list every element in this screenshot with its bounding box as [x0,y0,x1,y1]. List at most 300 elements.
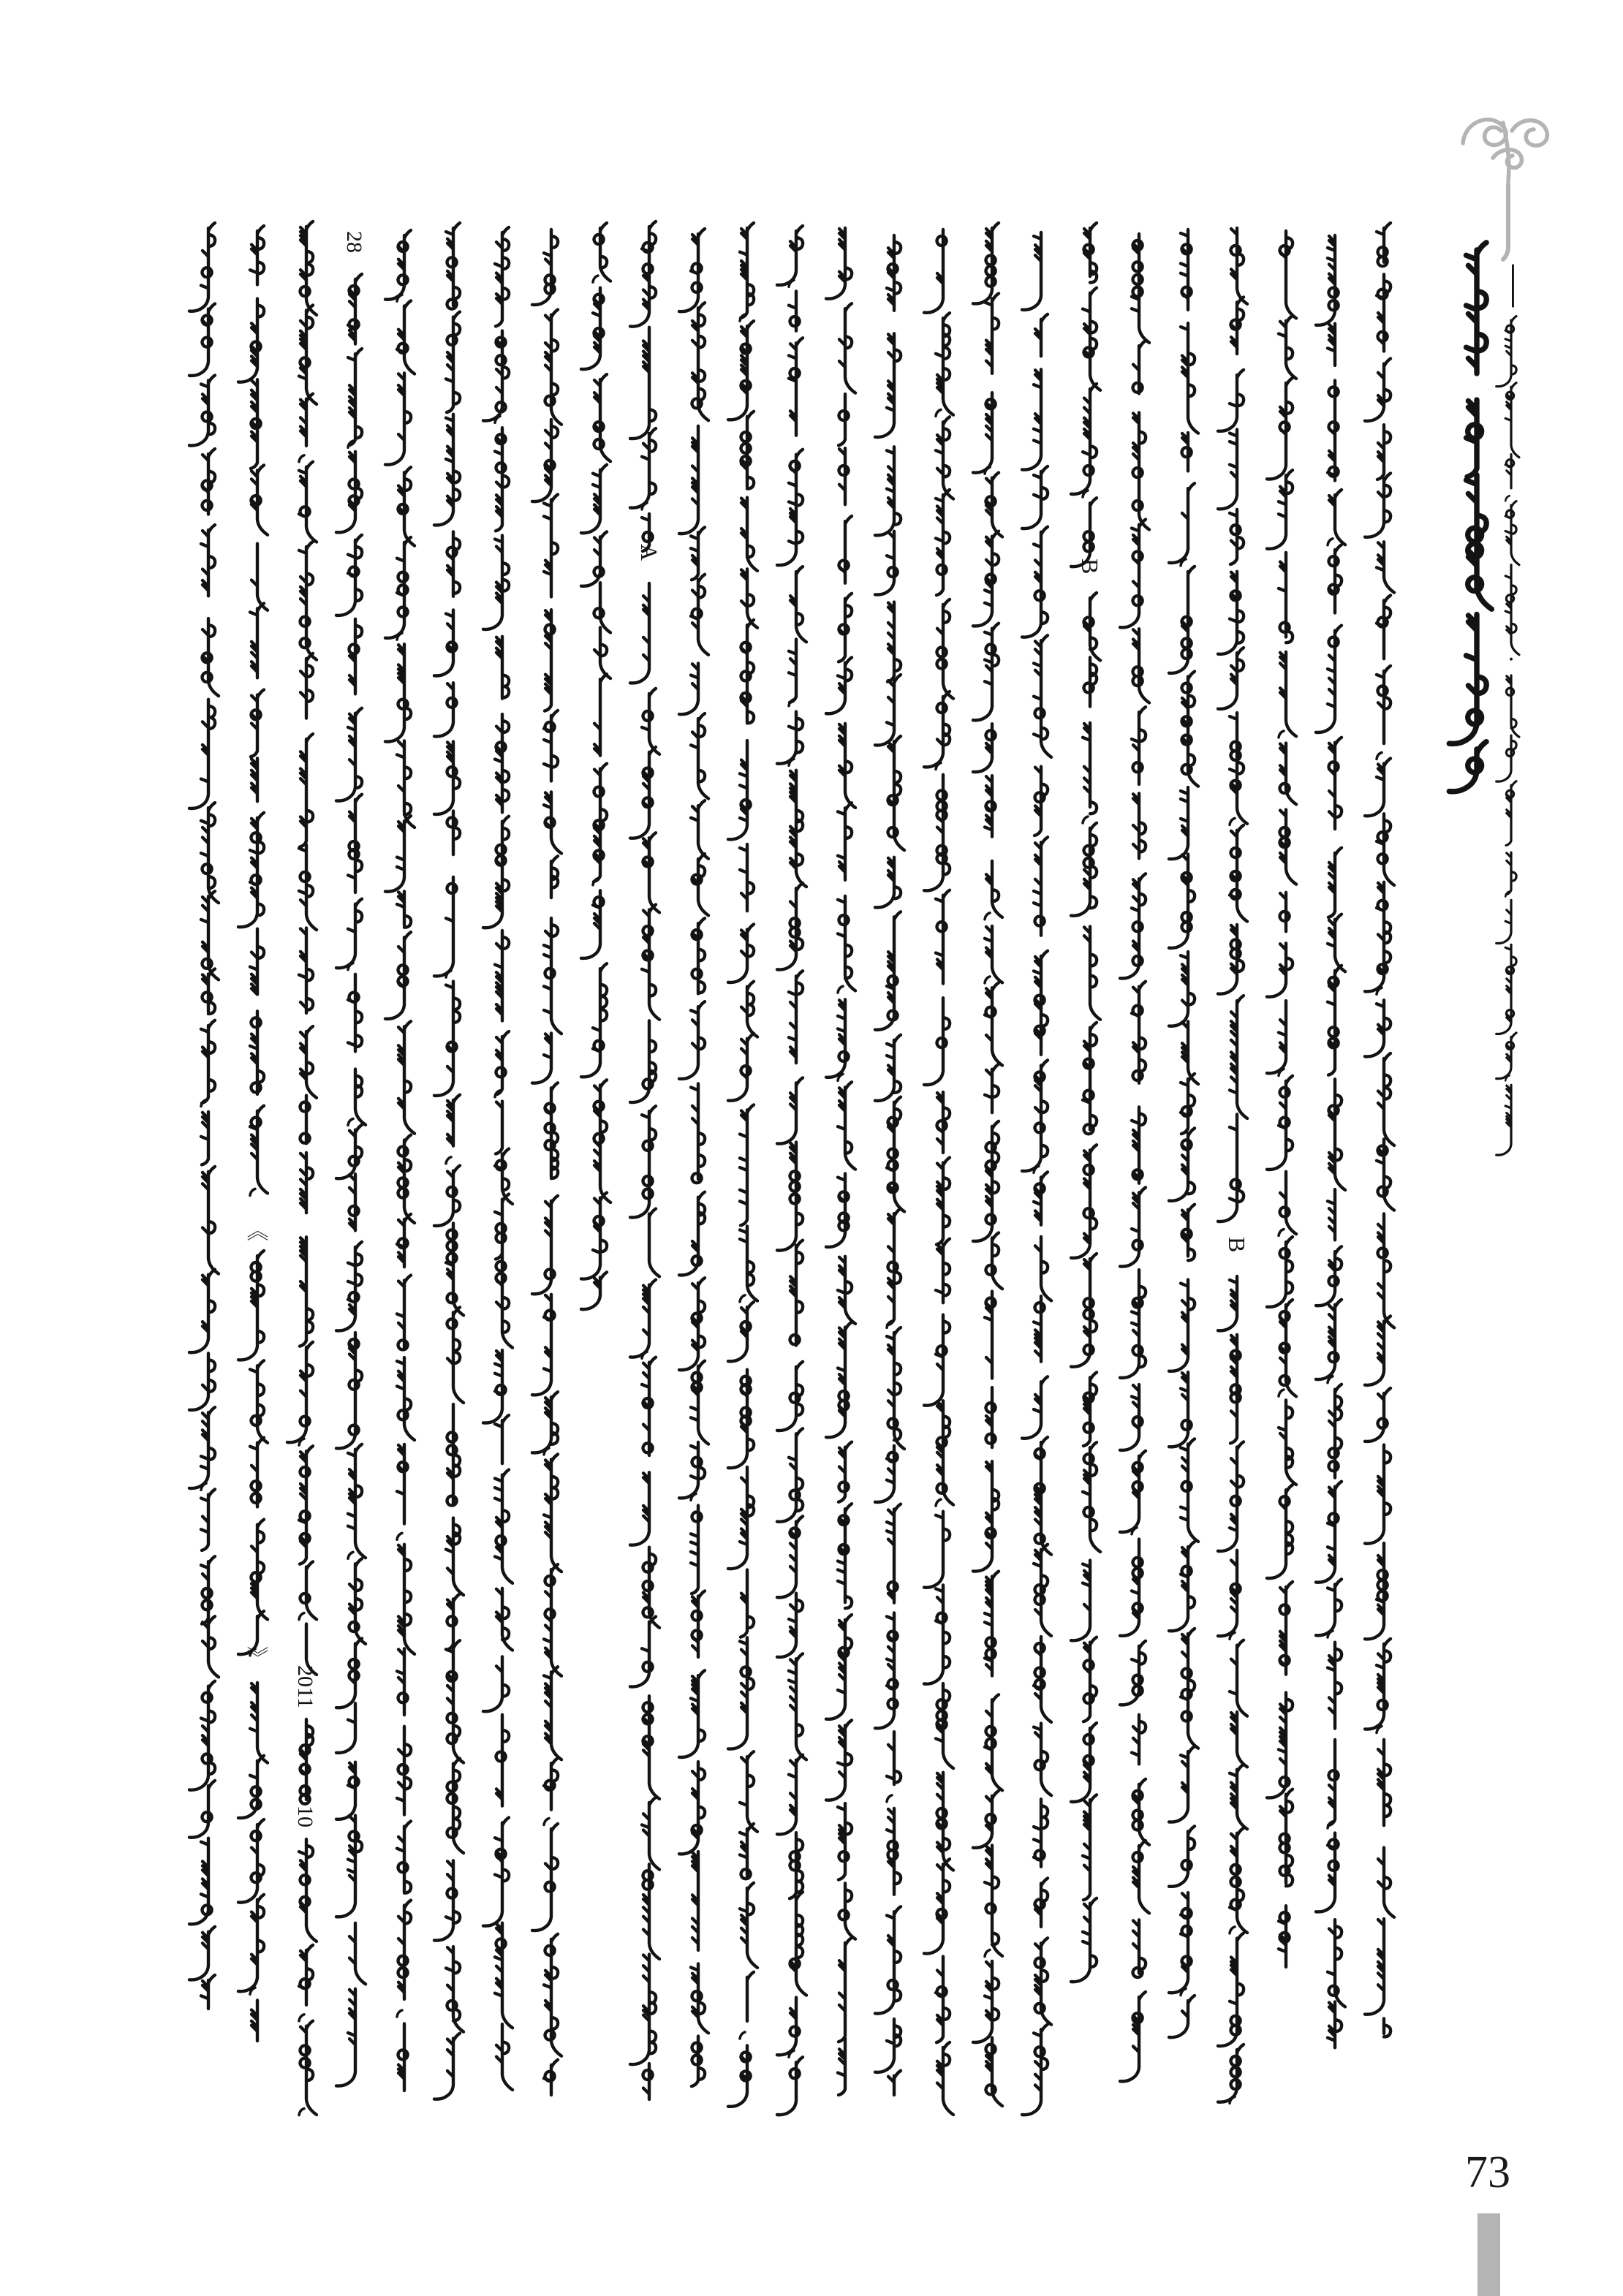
script-word [986,1387,996,1447]
script-word [740,1227,757,1301]
flourish-ornament [1463,120,1547,259]
script-word [728,321,754,420]
script-word [398,1021,415,1134]
script-word [888,1208,901,1325]
script-word [986,1232,1002,1289]
script-word [398,467,415,545]
script-word [483,817,509,928]
script-word [201,1975,215,2009]
script-word [985,1064,999,1113]
script-word [385,816,411,892]
script-word [495,227,509,326]
script-word [679,229,705,311]
script-word [1365,1639,1391,1729]
script-word [238,1756,264,1818]
script-word [1034,951,1048,1055]
script-word [446,1223,464,1315]
script-word [1218,1933,1244,2046]
script-word [544,711,558,781]
script-word [1316,235,1339,325]
script-word [630,1617,656,1687]
script-word [287,1342,313,1442]
script-word [545,610,555,711]
script-word [203,449,216,515]
script-word [1328,848,1342,917]
script-word [924,1585,950,1683]
script-word [839,516,852,583]
script-word [496,1031,509,1095]
script-word [349,1174,359,1230]
script-word [581,890,604,958]
script-word [495,1194,509,1259]
script-word [1316,1246,1342,1306]
script-word [189,223,215,311]
script-word [201,1556,215,1624]
script-word [496,1102,502,1154]
script-word [1169,1128,1195,1200]
script-word [777,1362,803,1431]
script-word [336,1703,355,1753]
script-word [1449,615,1486,744]
script-word [203,1616,219,1677]
script-word [1071,1898,1097,1982]
script-word [1034,1545,1051,1636]
script-word [397,1727,411,1815]
script-word [1182,672,1198,787]
script-word [1034,635,1051,757]
script-word [1218,430,1237,509]
script-word [336,1333,362,1448]
script-word [1231,1712,1247,1767]
script-word [642,905,659,1020]
script-word [446,1518,464,1595]
script-word [1328,2002,1342,2048]
inline-token: · [1497,655,1524,664]
text-column [679,229,708,2086]
script-word [532,420,558,501]
script-word [839,1883,855,1939]
text-column [728,223,757,2107]
script-word [1133,1920,1146,1977]
script-word [434,741,460,814]
text-column [483,227,512,2090]
script-word [238,1819,264,1903]
script-word [888,2071,901,2095]
inline-token: — [1494,265,1541,307]
script-word [679,426,698,534]
script-word [385,373,411,464]
script-word [692,1852,698,1950]
script-word [532,1295,555,1395]
script-word [1218,2045,1244,2102]
script-word [1084,926,1100,1019]
punctuation-mark [887,1795,892,1802]
script-word [973,1961,999,2042]
punctuation-mark [1230,1927,1235,1933]
script-word [483,1817,509,1925]
script-word [1280,652,1296,736]
script-word [1328,1740,1339,1825]
script-word [1132,982,1146,1083]
punctuation-mark [1279,1230,1284,1236]
script-word [447,1307,464,1403]
punctuation-mark [1083,817,1088,823]
script-word [251,2001,257,2041]
script-word [1182,433,1192,471]
script-word [581,532,607,586]
script-word [1071,823,1097,916]
inline-token: 》 [244,1646,268,1668]
script-word [397,1648,408,1715]
script-word [551,856,558,898]
script-word [532,230,558,305]
script-word [1230,1640,1247,1716]
script-word [643,1696,659,1799]
text-column [189,223,219,2009]
script-word [1034,767,1048,836]
script-word [1034,1799,1048,1866]
script-word [838,803,852,880]
script-word [1169,1746,1195,1822]
script-word [1280,1172,1296,1234]
script-word [790,770,806,887]
script-word [839,303,855,393]
script-word [1378,1740,1391,1825]
script-word [1506,781,1516,846]
script-word [355,1069,366,1125]
script-word [238,1251,264,1360]
script-word [532,1824,558,1931]
script-word [1083,723,1097,814]
script-word [1365,1543,1388,1639]
script-word [973,1791,999,1848]
script-word [1329,1384,1342,1478]
text-column [1494,264,1541,1155]
script-word [985,1845,1002,1955]
script-word [398,2023,408,2091]
script-word [251,1520,268,1620]
script-word [924,1512,950,1588]
script-word [1377,1139,1394,1210]
script-word [1169,1996,1195,2037]
script-word [397,300,415,374]
script-word [581,465,607,533]
script-word [446,223,460,309]
script-word [691,1505,702,1594]
script-word [1132,707,1146,784]
script-word [201,525,215,596]
script-word [691,1083,705,1183]
script-word [973,223,999,303]
script-word [643,1864,659,1959]
script-word [447,1404,461,1506]
script-word [250,226,264,284]
script-word [1280,1582,1293,1675]
script-word [790,567,806,642]
script-word [777,1077,803,1143]
script-word [1316,1482,1342,1583]
script-word [777,1143,803,1251]
script-word [336,1242,362,1331]
script-word [887,1097,904,1212]
punctuation-mark [250,1189,255,1195]
text-column [826,228,855,2095]
script-word [973,1121,999,1241]
script-word [1329,545,1342,613]
script-word [839,394,849,445]
script-word [1365,359,1391,421]
script-word [201,803,219,903]
script-word [1467,475,1492,610]
script-word [189,1681,215,1790]
script-word [1267,378,1293,480]
script-word [250,1011,264,1094]
script-word [937,1773,953,1871]
script-word [544,2060,558,2095]
script-word [446,312,460,413]
script-word [630,221,656,327]
script-word [630,1472,649,1545]
script-word [936,1239,950,1303]
script-word [300,2021,317,2115]
script-word [1365,759,1391,817]
script-word [1328,1920,1345,2007]
script-word [385,230,411,300]
script-word [447,531,461,596]
text-column [336,231,366,2086]
script-word [1365,882,1391,992]
script-word [1267,1237,1293,1307]
script-word [1120,1451,1146,1532]
script-word [1467,243,1487,374]
script-word [1083,1023,1097,1134]
script-word [887,1327,904,1449]
script-word [875,1446,898,1502]
script-word [495,1470,512,1583]
script-word [336,1989,355,2086]
punctuation-mark [936,1499,941,1506]
script-word [1377,274,1391,351]
script-word [300,1719,314,1804]
text-column [287,221,317,2115]
script-word [875,675,901,745]
text-column [1120,234,1149,2081]
script-word [1169,567,1195,673]
script-word [434,414,460,526]
script-word [1133,629,1149,702]
text-column [581,223,610,1309]
script-word [348,349,362,445]
script-word [483,1350,506,1423]
script-word [299,1945,313,2005]
script-word [336,535,362,615]
script-word [986,861,1002,917]
script-word [300,653,313,719]
script-word [777,1755,803,1835]
script-word [1034,1724,1051,1796]
script-word [434,1860,460,1940]
script-word [937,1158,950,1245]
inline-token: B [1224,1237,1250,1253]
script-word [777,883,803,969]
script-word [826,1720,852,1800]
script-word [986,2038,1002,2106]
script-word [1505,383,1519,458]
script-word [642,689,659,754]
script-word [1084,223,1097,283]
script-word [1120,1539,1143,1636]
script-word [630,327,656,439]
script-word [251,758,257,801]
script-word [740,844,754,911]
script-word [594,583,610,632]
script-word [336,1762,359,1819]
script-word [1218,1441,1244,1551]
script-word [1181,1629,1198,1748]
script-word [483,1656,509,1711]
script-word [1377,425,1391,480]
script-word [1497,944,1516,1034]
script-word [1505,455,1513,488]
script-word [937,1401,953,1504]
script-word [691,1963,708,2033]
script-word [495,428,509,531]
punctuation-mark [740,2032,745,2039]
script-word [1169,1280,1195,1371]
script-word [1218,1114,1244,1221]
script-word [1120,874,1146,978]
script-word [790,1240,803,1346]
script-word [1497,1085,1511,1155]
script-word [679,1192,705,1276]
punctuation-mark [1279,1390,1284,1396]
script-word [875,912,901,1029]
script-word [1384,2018,1391,2037]
page-number: 73 [1465,2148,1510,2197]
script-word [1120,1270,1146,1378]
punctuation-mark [1377,752,1382,759]
script-word [446,1947,464,2032]
script-word [1329,738,1342,829]
script-word [495,1415,509,1463]
script-word [348,1444,366,1558]
script-word [888,602,901,682]
script-word [887,1504,901,1603]
script-word [789,640,796,702]
inline-token: B [1077,558,1103,575]
punctuation-mark [348,1118,353,1125]
text-column [1022,232,1051,2115]
text-column [532,230,561,2095]
script-word [251,465,268,534]
script-word [1169,483,1195,563]
script-word [728,2045,751,2106]
script-word [251,379,261,469]
text-column [434,223,464,2099]
script-word [496,1588,512,1651]
script-word [250,929,264,995]
script-word [1280,231,1296,318]
script-word [336,452,362,533]
script-word [790,1892,806,1995]
script-word [1378,1213,1394,1327]
punctuation-mark [1328,539,1333,545]
script-word [1365,1000,1391,1056]
script-word [789,1653,806,1759]
script-word [1218,572,1244,654]
script-word [679,663,698,714]
script-word [299,928,313,1012]
script-word [1084,657,1097,706]
script-word [1377,223,1391,266]
punctuation-mark [1230,818,1235,825]
script-word [692,918,705,993]
script-word [496,2024,512,2090]
script-word [1120,1641,1146,1705]
script-word [1497,1033,1516,1079]
script-word [397,1444,408,1524]
script-word [1022,232,1041,310]
script-word [1316,1833,1339,1912]
text-column [630,221,662,2099]
punctuation-mark [1505,496,1509,501]
script-word [747,1972,754,2021]
script-word [594,374,610,461]
flourish-swash-left [1463,120,1506,145]
script-word [924,230,947,313]
script-word [1181,230,1192,310]
script-word [875,531,898,595]
script-word [1231,228,1247,304]
script-word [1378,1053,1394,1145]
script-word [1365,1388,1391,1441]
script-word [875,333,901,437]
script-word [397,1357,415,1440]
script-word [1316,1300,1342,1379]
text-column [1449,243,1491,792]
script-word [581,288,604,369]
script-word [986,473,1002,537]
script-word [1497,735,1516,781]
script-word [1169,1893,1192,1993]
script-word [189,1407,215,1488]
text-column [1365,223,1394,2037]
script-word [544,1667,561,1759]
script-word [203,1167,219,1274]
script-word [691,713,708,798]
script-word [741,412,754,489]
script-word [189,1353,215,1410]
script-word [1169,1542,1195,1631]
script-word [1022,466,1048,528]
script-word [838,1504,852,1608]
script-word [679,1278,705,1370]
script-word [777,1998,800,2056]
script-word [251,544,268,610]
script-word [1132,1715,1146,1764]
script-word [643,2064,653,2099]
script-word [1329,1079,1345,1190]
script-word [1279,553,1293,643]
script-columns [189,221,1541,2115]
script-word [398,1545,415,1654]
script-word [1316,626,1342,732]
inline-token: 《 [244,1219,268,1241]
script-word [238,813,264,927]
script-word [581,963,607,1077]
script-word [1506,675,1518,737]
script-word [1218,925,1244,994]
